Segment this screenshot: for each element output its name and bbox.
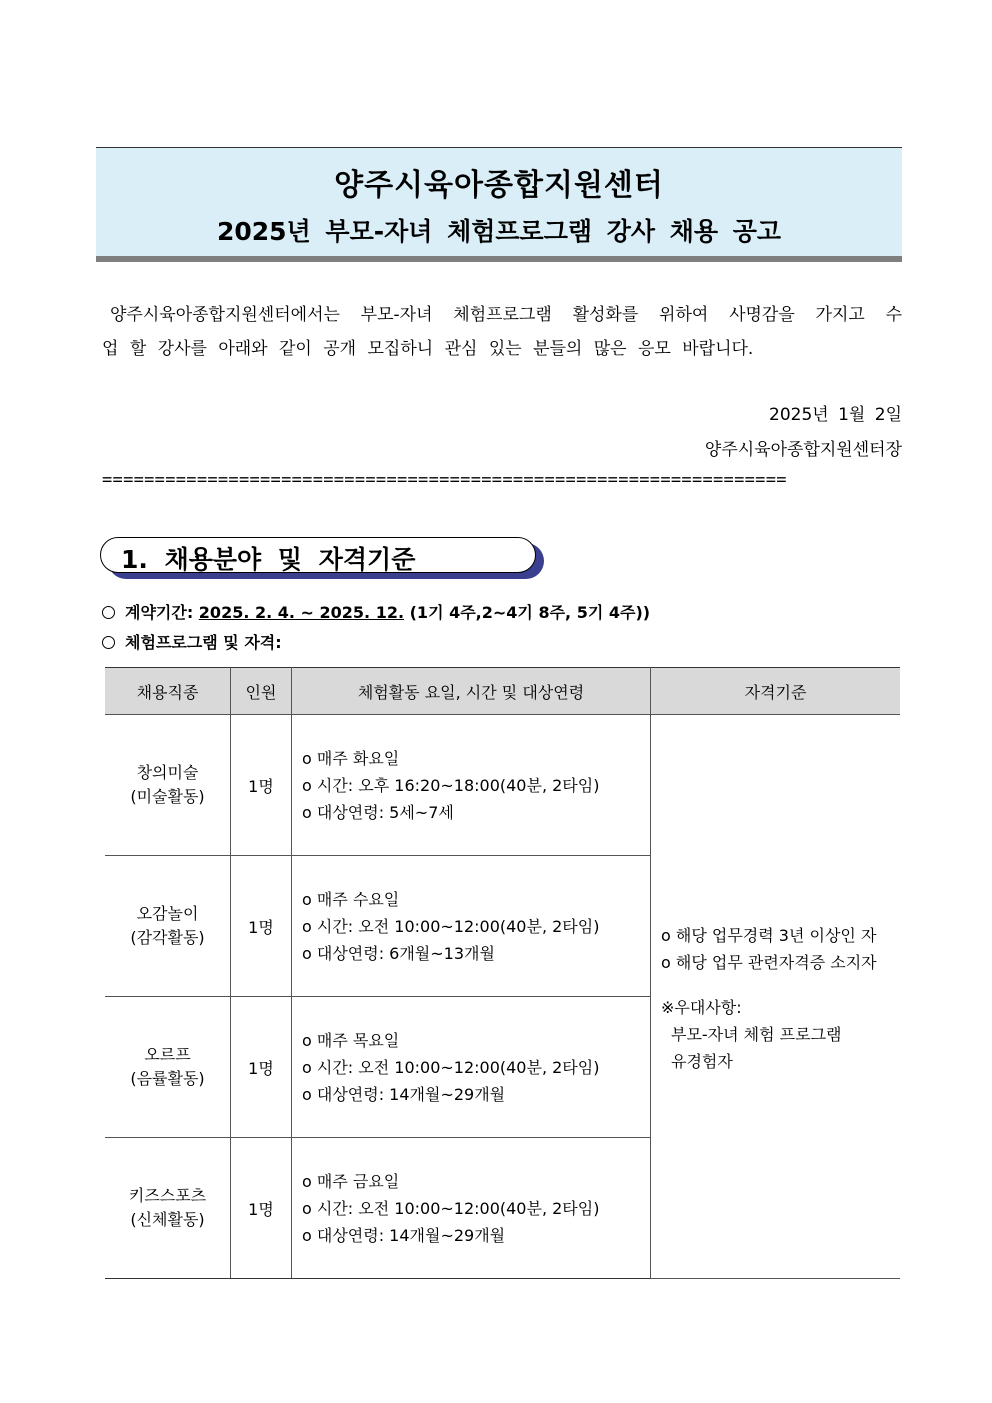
section-heading (100, 537, 544, 579)
activity-cell (292, 856, 651, 997)
job-name: 키즈스포츠 (128, 1186, 207, 1205)
program-label: 체험프로그램 및 자격: (125, 633, 282, 652)
separator-rule: ================================================================= (102, 470, 787, 490)
job-cell (105, 856, 231, 997)
preference-line-1: 부모-자녀 체험 프로그램 (671, 1025, 842, 1044)
signer: 양주시육아종합지원센터장 (704, 440, 902, 460)
header-qualification: 자격기준 (651, 668, 901, 715)
activity-age: o 대상연령: 14개월~29개월 (302, 1084, 506, 1104)
count-cell: 1명 (231, 856, 292, 997)
count-cell: 1명 (231, 997, 292, 1138)
job-name: 오르프 (144, 1045, 191, 1064)
header-banner (96, 147, 902, 262)
activity-cell (292, 715, 651, 856)
qualification-1: o 해당 업무경력 3년 이상인 자 (661, 926, 877, 945)
org-title: 양주시육아종합지원센터 (334, 168, 664, 203)
intro-line-2: 업 할 강사를 아래와 같이 공개 모집하니 관심 있는 분들의 많은 응모 바랍니다. (102, 339, 754, 359)
notice-title: 2025년 부모-자녀 체험프로그램 강사 채용 공고 (216, 217, 782, 246)
table-header-row (105, 668, 900, 715)
count-cell: 1명 (231, 715, 292, 856)
job-category: (음률활동) (130, 1069, 205, 1088)
activity-time: o 시간: 오전 10:00~12:00(40분, 2타임) (302, 1198, 600, 1218)
activity-day: o 매주 목요일 (302, 1030, 400, 1050)
preference-line-2: 유경험자 (671, 1052, 733, 1071)
intro-paragraph (102, 298, 902, 366)
notice-date: 2025년 1월 2일 (769, 405, 902, 425)
job-cell (105, 715, 231, 856)
activity-age: o 대상연령: 14개월~29개월 (302, 1225, 506, 1245)
section-title: 1. 채용분야 및 자격기준 (121, 545, 416, 574)
count-cell: 1명 (231, 1138, 292, 1279)
program-label-row (102, 630, 282, 653)
job-name: 오감놀이 (136, 904, 199, 923)
activity-age: o 대상연령: 6개월~13개월 (302, 943, 495, 963)
contract-note: (1기 4주,2~4기 8주, 5기 4주)) (404, 603, 651, 622)
activity-time: o 시간: 오전 10:00~12:00(40분, 2타임) (302, 1057, 600, 1077)
section-heading-pill (100, 537, 536, 573)
job-category: (감각활동) (130, 928, 205, 947)
qualification-cell (651, 715, 901, 1279)
intro-line-1: 양주시육아종합지원센터에서는 부모-자녀 체험프로그램 활성화를 위하여 사명감을 가지고 수 (110, 305, 902, 325)
job-category: (신체활동) (130, 1210, 205, 1229)
preference-label: ※우대사항: (661, 998, 742, 1017)
circle-bullet-icon (102, 636, 115, 649)
header-job: 채용직종 (105, 668, 231, 715)
job-cell (105, 997, 231, 1138)
job-category: (미술활동) (130, 787, 205, 806)
activity-time: o 시간: 오전 10:00~12:00(40분, 2타임) (302, 916, 600, 936)
recruitment-table (105, 667, 900, 1279)
header-activity: 체험활동 요일, 시간 및 대상연령 (292, 668, 651, 715)
activity-day: o 매주 수요일 (302, 889, 400, 909)
activity-day: o 매주 금요일 (302, 1171, 400, 1191)
activity-cell (292, 1138, 651, 1279)
contract-period: 2025. 2. 4. ~ 2025. 12. (198, 603, 405, 622)
circle-bullet-icon (102, 606, 115, 619)
qualification-2: o 해당 업무 관련자격증 소지자 (661, 953, 877, 972)
activity-day: o 매주 화요일 (302, 748, 400, 768)
table-row (105, 715, 900, 856)
job-name: 창의미술 (136, 763, 199, 782)
header-count: 인원 (231, 668, 292, 715)
activity-cell (292, 997, 651, 1138)
contract-label: 계약기간: (125, 603, 199, 622)
activity-age: o 대상연령: 5세~7세 (302, 802, 454, 822)
contract-period-row (102, 600, 650, 623)
activity-time: o 시간: 오후 16:20~18:00(40분, 2타임) (302, 775, 600, 795)
job-cell (105, 1138, 231, 1279)
